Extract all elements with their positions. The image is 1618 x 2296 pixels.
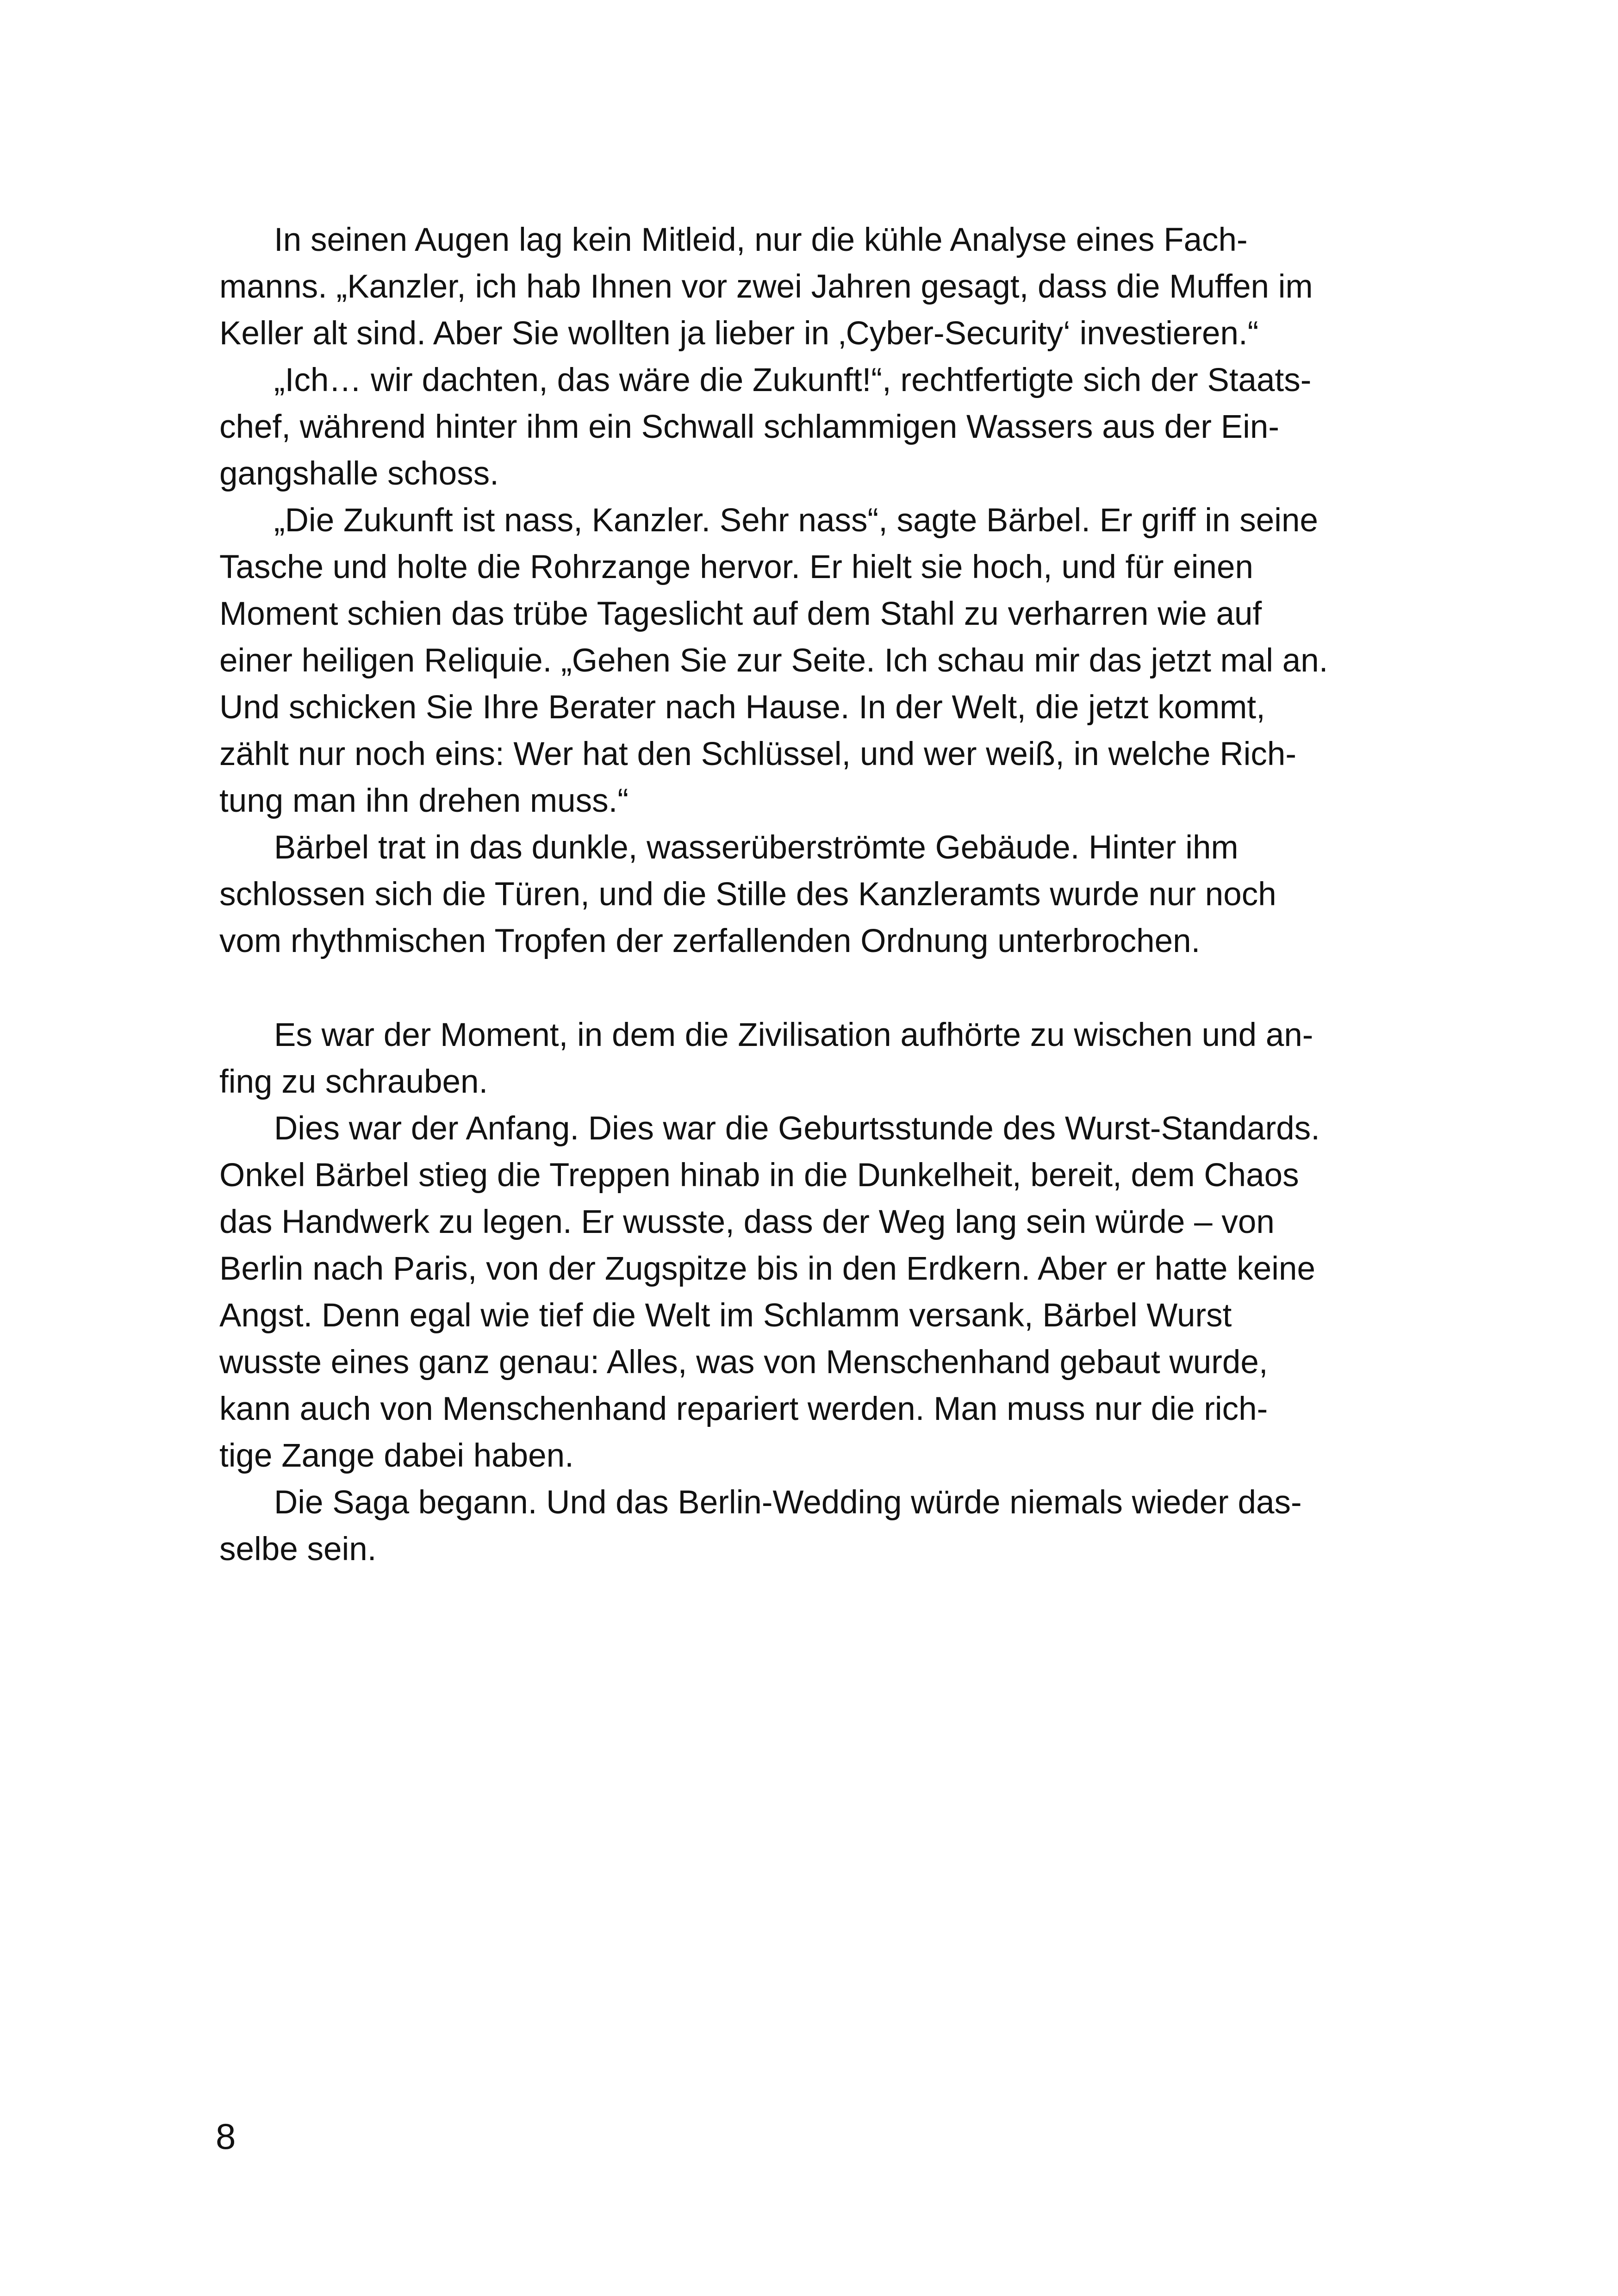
text-section-1 bbox=[219, 217, 1413, 964]
text-line: Angst. Denn egal wie tief die Welt im Schlamm versank, Bärbel Wurst bbox=[219, 1297, 1232, 1334]
text-line: tung man ihn drehen muss.“ bbox=[219, 783, 629, 819]
text-line: tige Zange dabei haben. bbox=[219, 1437, 574, 1474]
text-line: selbe sein. bbox=[219, 1531, 377, 1568]
text-line: Dies war der Anfang. Dies war die Geburtsstunde des Wurst-Standards. bbox=[274, 1110, 1320, 1147]
text-line: gangshalle schoss. bbox=[219, 455, 499, 492]
text-line: Berlin nach Paris, von der Zugspitze bis in den Erdkern. Aber er hatte keine bbox=[219, 1251, 1315, 1287]
text-line: chef, während hinter ihm ein Schwall schlammigen Wassers aus der Ein- bbox=[219, 409, 1280, 445]
text-line: Tasche und holte die Rohrzange hervor. Er hielt sie hoch, und für einen bbox=[219, 549, 1253, 585]
text-line: Es war der Moment, in dem die Zivilisation aufhörte zu wischen und an- bbox=[274, 1017, 1313, 1053]
text-line: manns. „Kanzler, ich hab Ihnen vor zwei Jahren gesagt, dass die Muffen im bbox=[219, 268, 1313, 305]
text-line: In seinen Augen lag kein Mitleid, nur die kühle Analyse eines Fach- bbox=[274, 222, 1248, 258]
text-line: „Ich… wir dachten, das wäre die Zukunft!“, rechtfertigte sich der Staats- bbox=[274, 362, 1312, 398]
text-line: Keller alt sind. Aber Sie wollten ja lieber in ‚Cyber-Security‘ investieren.“ bbox=[219, 315, 1259, 352]
text-line: Bärbel trat in das dunkle, wasserüberströmte Gebäude. Hinter ihm bbox=[274, 829, 1238, 866]
text-line: vom rhythmischen Tropfen der zerfallenden Ordnung unterbrochen. bbox=[219, 923, 1201, 959]
text-line: Und schicken Sie Ihre Berater nach Hause. In der Welt, die jetzt kommt, bbox=[219, 689, 1265, 726]
text-line: schlossen sich die Türen, und die Stille des Kanzleramts wurde nur noch bbox=[219, 876, 1276, 913]
text-line: Moment schien das trübe Tageslicht auf dem Stahl zu verharren wie auf bbox=[219, 596, 1262, 632]
text-line: Die Saga begann. Und das Berlin-Wedding würde niemals wieder das- bbox=[274, 1484, 1302, 1521]
text-line: das Handwerk zu legen. Er wusste, dass der Weg lang sein würde – von bbox=[219, 1204, 1275, 1240]
page-number: 8 bbox=[216, 2116, 236, 2157]
text-line: kann auch von Menschenhand repariert werden. Man muss nur die rich- bbox=[219, 1391, 1268, 1427]
text-line: Onkel Bärbel stieg die Treppen hinab in die Dunkelheit, bereit, dem Chaos bbox=[219, 1157, 1299, 1194]
text-line: einer heiligen Reliquie. „Gehen Sie zur Seite. Ich schau mir das jetzt mal an. bbox=[219, 642, 1328, 679]
text-line: fing zu schrauben. bbox=[219, 1064, 488, 1100]
text-line: wusste eines ganz genau: Alles, was von Menschenhand gebaut wurde, bbox=[219, 1344, 1268, 1381]
text-line: „Die Zukunft ist nass, Kanzler. Sehr nass“, sagte Bärbel. Er griff in seine bbox=[274, 502, 1318, 539]
text-line: zählt nur noch eins: Wer hat den Schlüssel, und wer weiß, in welche Rich- bbox=[219, 736, 1297, 772]
text-section-2 bbox=[219, 1012, 1413, 1573]
